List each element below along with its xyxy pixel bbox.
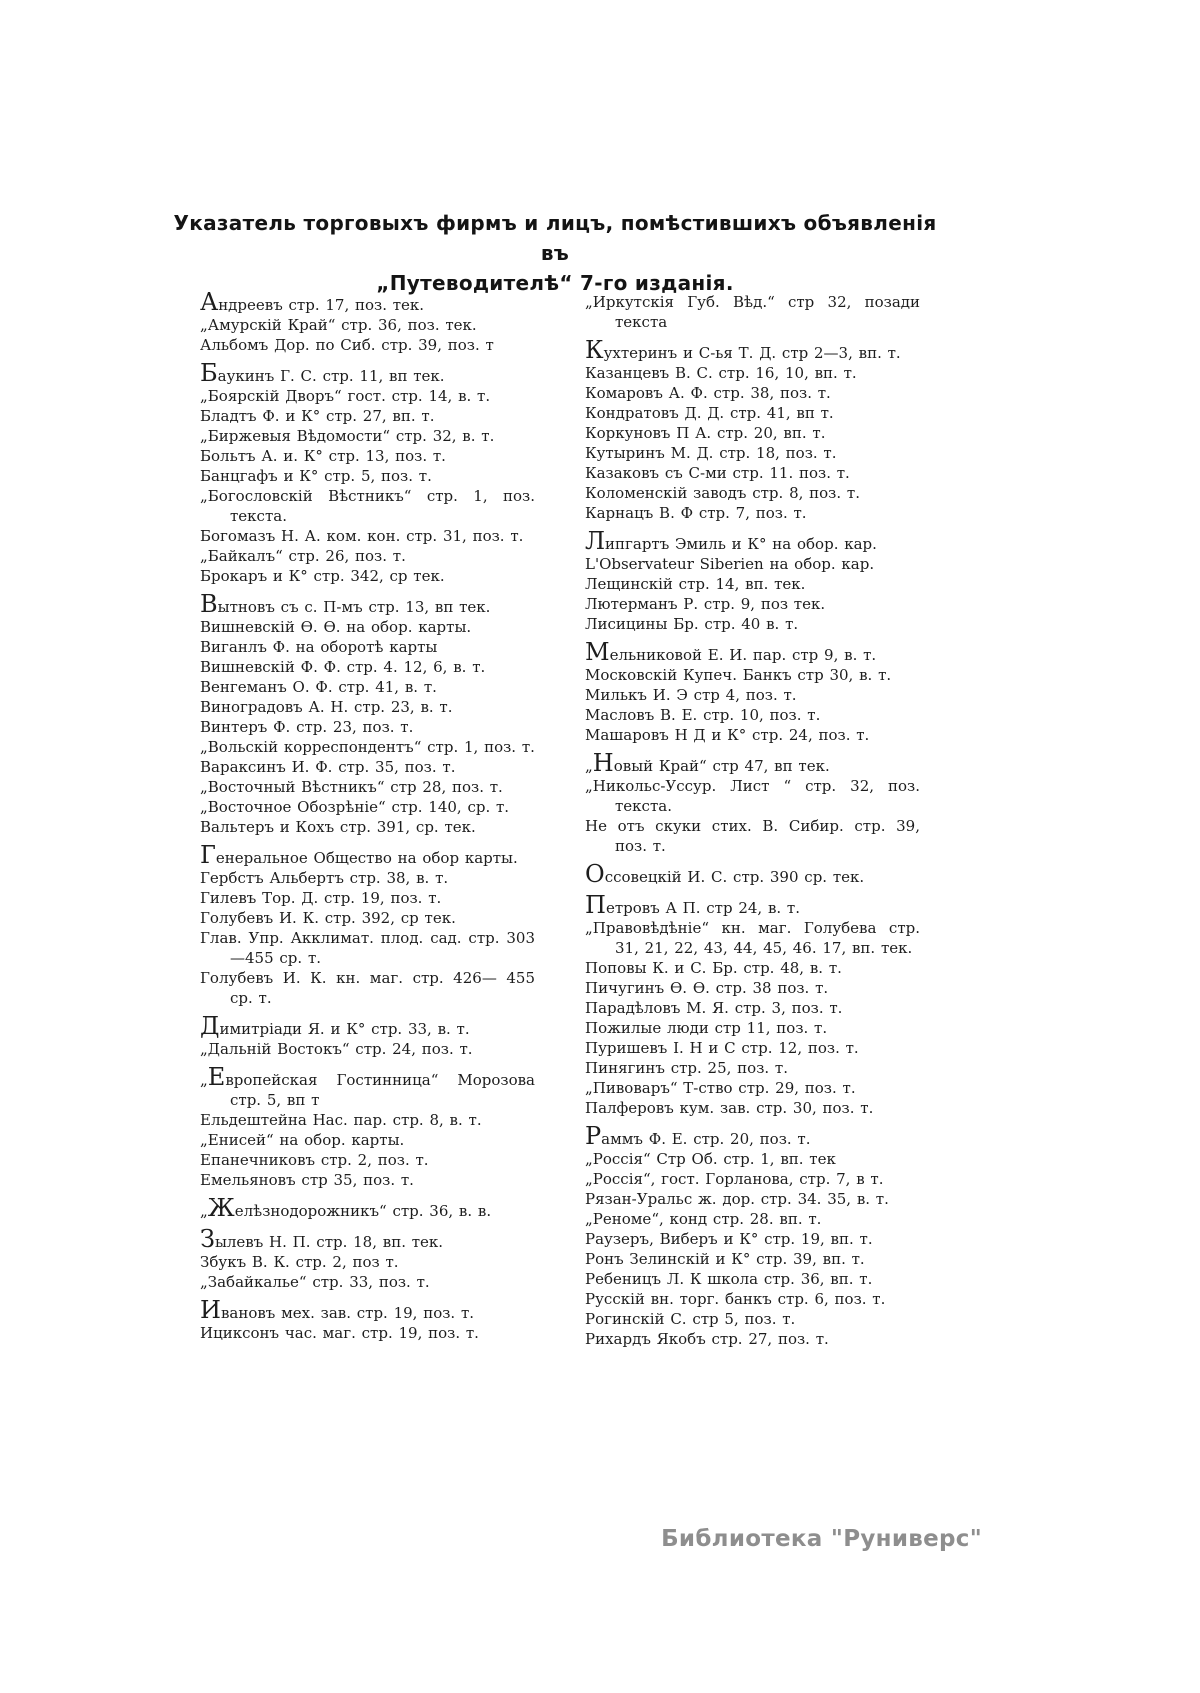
index-entry: Вишневскій Ф. Ф. стр. 4. 12, 6, в. т. (200, 658, 486, 676)
index-columns (200, 288, 920, 1357)
index-letter-group (200, 288, 535, 355)
index-letter-group (585, 292, 920, 332)
index-entry: Коркуновъ П А. стр. 20, вп. т. (585, 424, 826, 442)
drop-cap-letter: Б (200, 359, 218, 387)
drop-cap-letter: К (585, 336, 604, 364)
drop-cap-letter: О (585, 860, 605, 888)
drop-cap-letter: Ж (207, 1194, 235, 1222)
index-entry: Кондратовъ Д. Д. стр. 41, вп т. (585, 404, 834, 422)
index-entry: Не отъ скуки стих. В. Сибир. стр. 39, поз. т. (585, 817, 920, 855)
index-entry: Виноградовъ А. Н. стр. 23, в. т. (200, 698, 453, 716)
page-title-line-1: Указатель торговыхъ фирмъ и лицъ, помѣстившихъ объявленія въ (173, 211, 937, 265)
drop-cap-letter: З (200, 1225, 215, 1253)
index-entry: Епанечниковъ стр. 2, поз. т. (200, 1151, 429, 1169)
index-entry: „Вольскій корреспондентъ“ стр. 1, поз. т. (200, 738, 535, 756)
index-entry: „Россія“ Стр Об. стр. 1, вп. тек (585, 1150, 836, 1168)
drop-cap-letter: Л (585, 527, 606, 555)
index-entry: Пинягинъ стр. 25, поз. т. (585, 1059, 788, 1077)
index-entry: „Богословскій Вѣстникъ“ стр. 1, поз. текста. (200, 487, 535, 525)
index-entry: Липгартъ Эмиль и К° на обор. кар. (585, 527, 877, 555)
index-entry: Масловъ В. Е. стр. 10, поз. т. (585, 706, 821, 724)
index-entry: Банцгафъ и К° стр. 5, поз. т. (200, 467, 432, 485)
index-entry: „Иркутскія Губ. Вѣд.“ стр 32, позади текста (585, 293, 920, 331)
index-entry: Кухтеринъ и С-ья Т. Д. стр 2—3, вп. т. (585, 336, 901, 364)
index-entry: Димитріади Я. и К° стр. 33, в. т. (200, 1012, 470, 1040)
index-entry: L'Observateur Siberien на обор. кар. (585, 555, 875, 573)
index-entry: Раузеръ, Виберъ и К° стр. 19, вп. т. (585, 1230, 873, 1248)
index-entry: Казаковъ съ С-ми стр. 11. поз. т. (585, 464, 850, 482)
index-entry: Збукъ В. К. стр. 2, поз т. (200, 1253, 399, 1271)
drop-cap-letter: Д (200, 1012, 220, 1040)
index-letter-group (585, 527, 920, 634)
index-entry: Ронъ Зелинскій и К° стр. 39, вп. т. (585, 1250, 865, 1268)
index-entry: Зылевъ Н. П. стр. 18, вп. тек. (200, 1225, 444, 1253)
index-entry: Альбомъ Дор. по Сиб. стр. 39, поз. т (200, 336, 494, 354)
index-entry: „Забайкалье“ стр. 33, поз. т. (200, 1273, 430, 1291)
index-entry: „Байкалъ“ стр. 26, поз. т. (200, 547, 406, 565)
drop-cap-letter: И (200, 1296, 221, 1324)
page-title-line-2: „Путеводителѣ“ 7-го изданія. (376, 271, 734, 295)
index-entry: Голубевъ И. К. стр. 392, ср тек. (200, 909, 456, 927)
index-entry: Вараксинъ И. Ф. стр. 35, поз. т. (200, 758, 456, 776)
index-entry: Вытновъ съ с. П-мъ стр. 13, вп тек. (200, 590, 491, 618)
index-letter-group (200, 841, 535, 1008)
index-entry: Русскій вн. торг. банкъ стр. 6, поз. т. (585, 1290, 886, 1308)
index-entry: „Европейская Гостинница“ Морозова стр. 5, вп т (200, 1063, 535, 1109)
drop-cap-letter: Р (585, 1122, 602, 1150)
index-entry: Бладтъ Ф. и К° стр. 27, вп. т. (200, 407, 435, 425)
index-entry: Раммъ Ф. Е. стр. 20, поз. т. (585, 1122, 811, 1150)
index-entry: „Новый Край“ стр 47, вп тек. (585, 749, 830, 777)
index-entry: Баукинъ Г. С. стр. 11, вп тек. (200, 359, 445, 387)
drop-cap-letter: Н (592, 749, 614, 777)
index-entry: Ициксонъ час. маг. стр. 19, поз. т. (200, 1324, 479, 1342)
drop-cap-letter: П (585, 891, 606, 919)
index-letter-group (585, 860, 920, 888)
index-entry: Гербстъ Альбертъ стр. 38, в. т. (200, 869, 449, 887)
index-entry: Казанцевъ В. С. стр. 16, 10, вп. т. (585, 364, 857, 382)
index-entry: Кутыринъ М. Д. стр. 18, поз. т. (585, 444, 837, 462)
index-letter-group (200, 359, 535, 586)
index-letter-group (200, 1012, 535, 1059)
index-letter-group (585, 749, 920, 856)
index-entry: Ребеницъ Л. К школа стр. 36, вп. т. (585, 1270, 873, 1288)
index-entry: Пичугинъ Ѳ. Ѳ. стр. 38 поз. т. (585, 979, 829, 997)
index-letter-group (200, 1225, 535, 1292)
index-entry: Комаровъ А. Ф. стр. 38, поз. т. (585, 384, 831, 402)
index-entry: „Россія“, гост. Горланова, стр. 7, в т. (585, 1170, 884, 1188)
index-letter-group (585, 638, 920, 745)
index-entry: Вальтеръ и Кохъ стр. 391, ср. тек. (200, 818, 476, 836)
library-watermark: Библиотека "Руниверс" (661, 1526, 982, 1552)
index-entry: Ивановъ мех. зав. стр. 19, поз. т. (200, 1296, 475, 1324)
index-entry: Московскій Купеч. Банкъ стр 30, в. т. (585, 666, 892, 684)
index-entry: Гилевъ Тор. Д. стр. 19, поз. т. (200, 889, 442, 907)
index-entry: „Биржевыя Вѣдомости“ стр. 32, в. т. (200, 427, 495, 445)
index-entry: Рязан-Уральс ж. дор. стр. 34. 35, в. т. (585, 1190, 889, 1208)
index-entry: „Восточное Обозрѣніе“ стр. 140, ср. т. (200, 798, 510, 816)
index-entry: Пуришевъ І. Н и С стр. 12, поз. т. (585, 1039, 859, 1057)
index-column-left (200, 288, 535, 1357)
index-entry: Поповы К. и С. Бр. стр. 48, в. т. (585, 959, 842, 977)
index-entry: Карнацъ В. Ф стр. 7, поз. т. (585, 504, 807, 522)
index-letter-group (585, 1122, 920, 1349)
index-entry: Парадѣловъ М. Я. стр. 3, поз. т. (585, 999, 843, 1017)
index-entry: Петровъ А П. стр 24, в. т. (585, 891, 800, 919)
drop-cap-letter: М (585, 638, 610, 666)
index-entry: Рогинскій С. стр 5, поз. т. (585, 1310, 796, 1328)
page-title (160, 208, 950, 298)
index-entry: Машаровъ Н Д и К° стр. 24, поз. т. (585, 726, 870, 744)
index-entry: „Правовѣдѣніе“ кн. маг. Голубева стр. 31, 21, 22, 43, 44, 45, 46. 17, вп. тек. (585, 919, 920, 957)
index-entry: Генеральное Общество на обор карты. (200, 841, 518, 869)
drop-cap-letter: Г (200, 841, 216, 869)
index-entry: Милькъ И. Э стр 4, поз. т. (585, 686, 797, 704)
index-letter-group (200, 590, 535, 837)
index-entry: Лещинскій стр. 14, вп. тек. (585, 575, 806, 593)
index-entry: Богомазъ Н. А. ком. кон. стр. 31, поз. т. (200, 527, 524, 545)
index-entry: „Желѣзнодорожникъ“ стр. 36, в. в. (200, 1194, 492, 1222)
index-entry: Виганлъ Ф. на оборотѣ карты (200, 638, 438, 656)
index-entry: Оссовецкій И. С. стр. 390 ср. тек. (585, 860, 865, 888)
index-entry: Ельдештейна Нас. пар. стр. 8, в. т. (200, 1111, 482, 1129)
index-entry: Винтеръ Ф. стр. 23, поз. т. (200, 718, 414, 736)
index-entry: Вишневскій Ѳ. Ѳ. на обор. карты. (200, 618, 472, 636)
index-entry: Голубевъ И. К. кн. маг. стр. 426— 455 ср. т. (200, 969, 535, 1007)
index-entry: „Реноме“, конд стр. 28. вп. т. (585, 1210, 822, 1228)
drop-cap-letter: А (200, 288, 219, 316)
index-entry: Коломенскій заводъ стр. 8, поз. т. (585, 484, 860, 502)
index-entry: „Боярскій Дворъ“ гост. стр. 14, в. т. (200, 387, 491, 405)
index-letter-group (200, 1063, 535, 1190)
index-entry: Мельниковой Е. И. пар. стр 9, в. т. (585, 638, 877, 666)
index-entry: „Амурскій Край“ стр. 36, поз. тек. (200, 316, 477, 334)
index-entry: Лисицины Бр. стр. 40 в. т. (585, 615, 799, 633)
index-entry: Больтъ А. и. К° стр. 13, поз. т. (200, 447, 446, 465)
index-entry: Рихардъ Якобъ стр. 27, поз. т. (585, 1330, 829, 1348)
index-entry: Венгеманъ О. Ф. стр. 41, в. т. (200, 678, 437, 696)
index-entry: Палферовъ кум. зав. стр. 30, поз. т. (585, 1099, 874, 1117)
index-entry: Брокаръ и К° стр. 342, ср тек. (200, 567, 445, 585)
index-entry: „Енисей“ на обор. карты. (200, 1131, 405, 1149)
index-entry: „Пивоваръ“ Т-ство стр. 29, поз. т. (585, 1079, 856, 1097)
index-letter-group (585, 891, 920, 1118)
index-entry: „Восточный Вѣстникъ“ стр 28, поз. т. (200, 778, 503, 796)
index-letter-group (200, 1296, 535, 1343)
index-entry: Пожилые люди стр 11, поз. т. (585, 1019, 828, 1037)
index-column-right (585, 292, 920, 1357)
drop-cap-letter: Е (207, 1063, 226, 1091)
index-entry: Емельяновъ стр 35, поз. т. (200, 1171, 414, 1189)
index-letter-group (585, 336, 920, 523)
drop-cap-letter: В (200, 590, 218, 618)
index-entry: „Никольс-Уссур. Лист “ стр. 32, поз. текста. (585, 777, 920, 815)
index-entry: „Дальній Востокъ“ стр. 24, поз. т. (200, 1040, 473, 1058)
index-entry: Андреевъ стр. 17, поз. тек. (200, 288, 425, 316)
index-entry: Лютерманъ Р. стр. 9, поз тек. (585, 595, 826, 613)
index-letter-group (200, 1194, 535, 1222)
index-entry: Глав. Упр. Акклимат. плод. сад. стр. 303—455 ср. т. (200, 929, 535, 967)
